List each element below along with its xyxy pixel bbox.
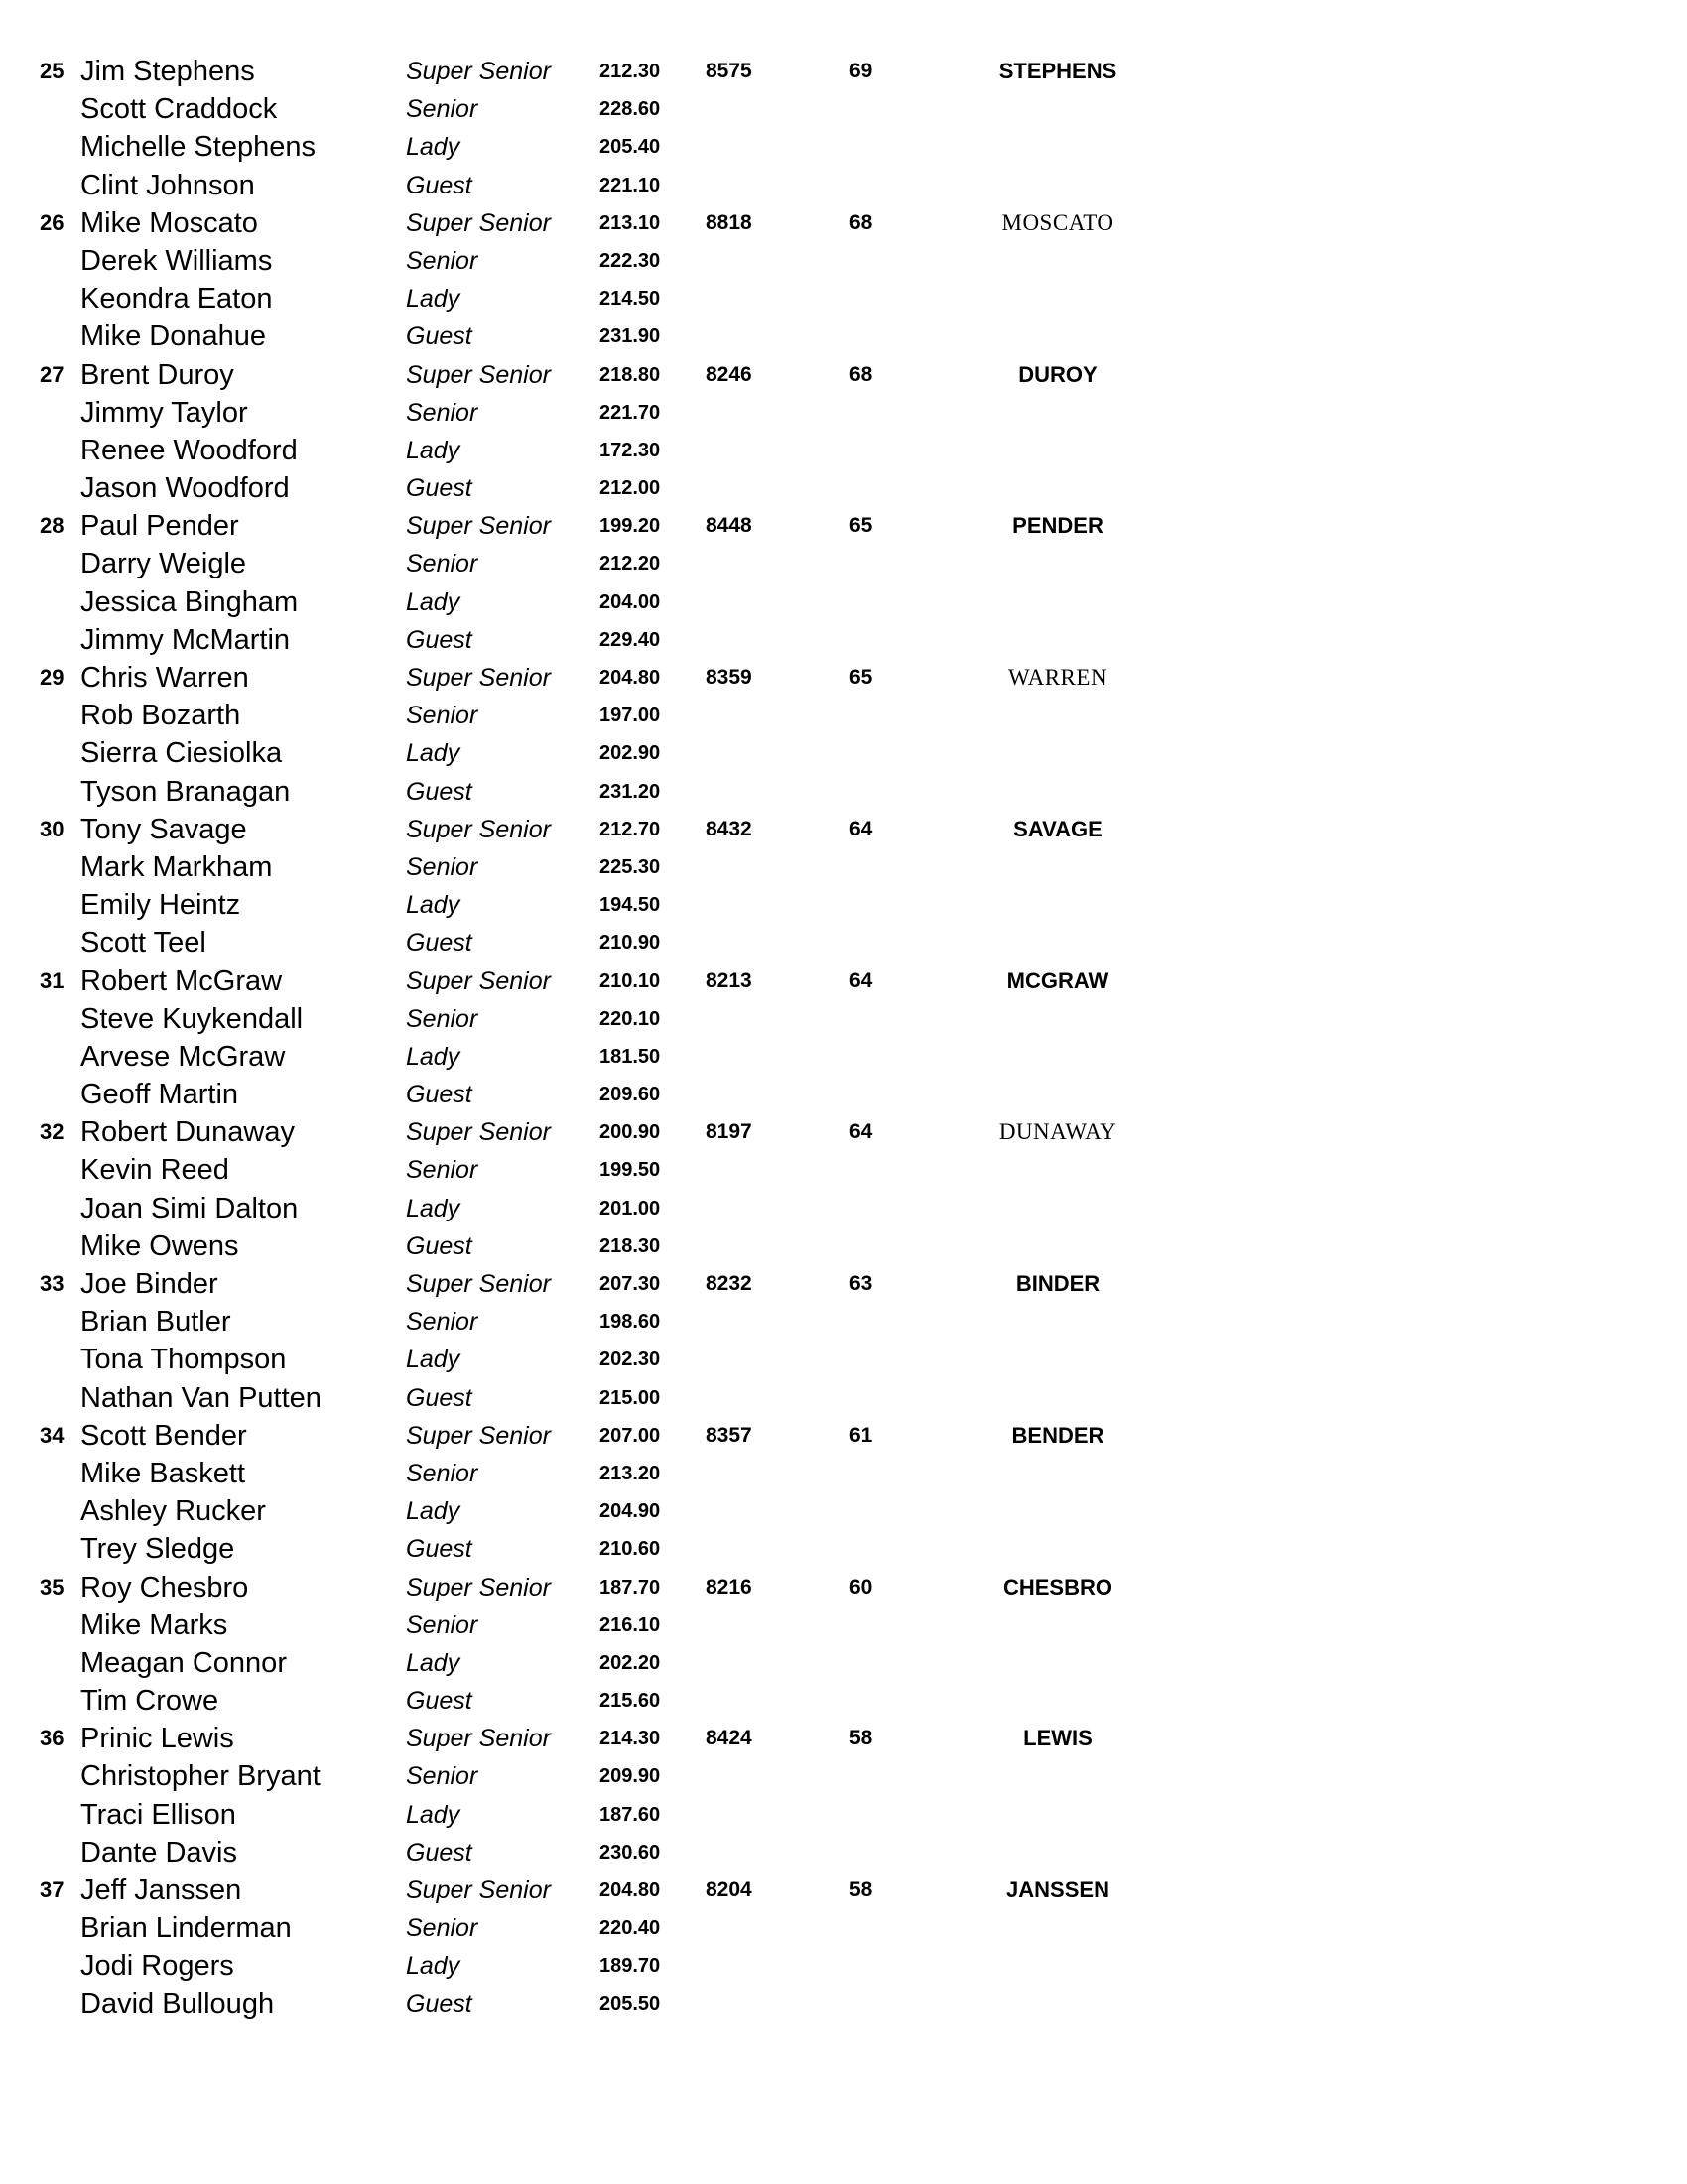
player-division: Guest — [406, 474, 472, 503]
team-name: WARREN — [1007, 665, 1108, 690]
team-group — [0, 811, 1687, 963]
team-total: 8232 — [706, 1272, 752, 1295]
player-score: 212.30 — [599, 61, 661, 82]
member-row — [0, 1644, 1687, 1682]
team-points: 68 — [849, 210, 873, 234]
player-name: Mike Baskett — [80, 1457, 245, 1489]
player-division: Super Senior — [406, 1118, 551, 1147]
player-name: Emily Heintz — [80, 889, 241, 922]
member-row — [0, 1227, 1687, 1265]
player-name: Brian Linderman — [80, 1912, 292, 1945]
member-row — [0, 583, 1687, 621]
player-score: 187.70 — [599, 1576, 661, 1599]
team-rank: 33 — [40, 1271, 65, 1296]
team-lead-row — [0, 507, 1687, 545]
member-row — [0, 697, 1687, 734]
team-name: PENDER — [1012, 513, 1103, 539]
team-group — [0, 1113, 1687, 1265]
player-division: Lady — [406, 1497, 460, 1526]
team-rank: 37 — [40, 1877, 65, 1902]
player-division: Senior — [406, 1914, 478, 1943]
team-lead-row — [0, 659, 1687, 697]
player-division: Guest — [406, 1838, 472, 1866]
member-row — [0, 621, 1687, 659]
team-points: 65 — [849, 666, 873, 689]
member-row — [0, 848, 1687, 886]
player-division: Senior — [406, 1762, 478, 1791]
member-row — [0, 1038, 1687, 1076]
player-name: Mark Markham — [80, 850, 273, 883]
team-lead-row — [0, 356, 1687, 394]
team-total: 8424 — [706, 1727, 752, 1750]
team-points: 58 — [849, 1727, 873, 1750]
team-lead-row — [0, 1417, 1687, 1455]
team-name: MOSCATO — [1001, 209, 1114, 235]
team-total: 8246 — [706, 362, 752, 386]
player-division: Guest — [406, 777, 472, 806]
player-division: Super Senior — [406, 815, 551, 843]
player-division: Senior — [406, 702, 478, 730]
player-name: Tona Thompson — [80, 1344, 287, 1376]
player-division: Super Senior — [406, 360, 551, 389]
player-division: Lady — [406, 587, 460, 616]
member-row — [0, 1341, 1687, 1378]
player-name: Paul Pender — [80, 510, 239, 543]
member-row — [0, 1986, 1687, 2023]
team-lead-row — [0, 204, 1687, 242]
member-row — [0, 167, 1687, 204]
player-division: Super Senior — [406, 1270, 551, 1298]
team-rank: 34 — [40, 1422, 65, 1448]
player-name: Sierra Ciesiolka — [80, 737, 283, 770]
member-row — [0, 1492, 1687, 1530]
team-total: 8359 — [706, 666, 752, 689]
player-name: Joan Simi Dalton — [80, 1192, 299, 1224]
player-score: 198.60 — [599, 1311, 661, 1334]
member-row — [0, 432, 1687, 469]
player-division: Super Senior — [406, 664, 551, 692]
member-row — [0, 1909, 1687, 1947]
team-rank: 28 — [40, 513, 65, 539]
player-score: 210.10 — [599, 969, 661, 992]
member-row — [0, 1834, 1687, 1871]
player-score: 204.80 — [599, 1879, 661, 1901]
player-score: 205.50 — [599, 1992, 661, 2015]
player-score: 200.90 — [599, 1121, 661, 1144]
player-name: Jeff Janssen — [80, 1874, 242, 1906]
player-division: Lady — [406, 436, 460, 464]
member-row — [0, 1757, 1687, 1795]
member-row — [0, 734, 1687, 772]
team-lead-row — [0, 1871, 1687, 1909]
team-name: LEWIS — [1023, 1726, 1093, 1751]
team-lead-row — [0, 963, 1687, 1000]
player-division: Senior — [406, 398, 478, 427]
team-lead-row — [0, 1569, 1687, 1606]
player-division: Guest — [406, 171, 472, 199]
player-name: Jim Stephens — [80, 56, 255, 87]
player-division: Super Senior — [406, 1725, 551, 1753]
player-score: 218.80 — [599, 363, 661, 386]
player-name: Christopher Bryant — [80, 1760, 321, 1793]
member-row — [0, 1000, 1687, 1038]
team-points: 63 — [849, 1272, 873, 1295]
member-row — [0, 280, 1687, 318]
team-total: 8575 — [706, 60, 752, 82]
member-row — [0, 1530, 1687, 1568]
member-row — [0, 1303, 1687, 1341]
player-score: 216.10 — [599, 1613, 661, 1636]
player-score: 209.60 — [599, 1084, 661, 1106]
player-name: Ashley Rucker — [80, 1495, 266, 1528]
team-total: 8213 — [706, 968, 752, 992]
player-score: 202.90 — [599, 742, 661, 765]
team-total: 8818 — [706, 210, 752, 234]
player-name: Scott Craddock — [80, 93, 278, 126]
player-score: 199.50 — [599, 1159, 661, 1182]
team-name: STEPHENS — [998, 59, 1117, 83]
player-name: Joe Binder — [80, 1268, 218, 1300]
player-score: 201.00 — [599, 1197, 661, 1220]
player-division: Guest — [406, 322, 472, 351]
player-name: Arvese McGraw — [80, 1040, 286, 1073]
player-name: Traci Ellison — [80, 1798, 236, 1831]
member-row — [0, 1796, 1687, 1834]
player-name: Derek Williams — [80, 244, 273, 277]
team-group — [0, 1569, 1687, 1721]
member-row — [0, 90, 1687, 128]
member-row — [0, 1190, 1687, 1227]
player-division: Super Senior — [406, 208, 551, 237]
player-score: 207.30 — [599, 1273, 661, 1295]
team-total: 8216 — [706, 1575, 752, 1599]
player-division: Senior — [406, 95, 478, 124]
player-score: 199.20 — [599, 515, 661, 538]
player-division: Senior — [406, 1156, 478, 1185]
player-score: 212.70 — [599, 818, 661, 840]
team-points: 69 — [849, 60, 873, 82]
player-division: Super Senior — [406, 58, 551, 85]
player-division: Senior — [406, 1459, 478, 1487]
team-lead-row — [0, 53, 1687, 90]
standings-table — [0, 53, 1687, 2023]
team-name: JANSSEN — [1006, 1877, 1109, 1902]
member-row — [0, 773, 1687, 811]
player-score: 210.60 — [599, 1538, 661, 1561]
player-name: Jason Woodford — [80, 472, 290, 505]
player-score: 213.20 — [599, 1462, 661, 1484]
player-name: Brian Butler — [80, 1306, 231, 1339]
player-name: Jodi Rogers — [80, 1950, 234, 1983]
player-division: Lady — [406, 1800, 460, 1829]
team-lead-row — [0, 1720, 1687, 1757]
player-score: 189.70 — [599, 1955, 661, 1978]
team-group — [0, 1871, 1687, 2023]
player-score: 221.70 — [599, 401, 661, 424]
player-name: Michelle Stephens — [80, 131, 316, 164]
player-division: Guest — [406, 1535, 472, 1564]
player-score: 214.50 — [599, 288, 661, 311]
team-total: 8204 — [706, 1878, 752, 1901]
player-division: Guest — [406, 1990, 472, 2018]
member-row — [0, 242, 1687, 280]
player-name: Tim Crowe — [80, 1685, 219, 1718]
player-score: 202.20 — [599, 1651, 661, 1674]
team-rank: 32 — [40, 1119, 65, 1145]
member-row — [0, 128, 1687, 166]
player-division: Lady — [406, 1648, 460, 1677]
player-division: Guest — [406, 1687, 472, 1716]
team-name: CHESBRO — [1002, 1574, 1112, 1600]
team-group — [0, 204, 1687, 356]
player-score: 213.10 — [599, 211, 661, 234]
player-division: Lady — [406, 1952, 460, 1981]
player-name: Trey Sledge — [80, 1533, 235, 1566]
player-score: 231.90 — [599, 325, 661, 348]
team-rank: 29 — [40, 665, 65, 690]
player-score: 207.00 — [599, 1424, 661, 1447]
player-score: 204.80 — [599, 667, 661, 689]
member-row — [0, 1151, 1687, 1189]
player-division: Senior — [406, 1610, 478, 1639]
player-score: 222.30 — [599, 249, 661, 272]
player-name: Rob Bozarth — [80, 700, 241, 732]
player-score: 221.10 — [599, 174, 661, 196]
team-name: BINDER — [1015, 1271, 1101, 1296]
player-score: 225.30 — [599, 855, 661, 878]
player-name: Prinic Lewis — [80, 1723, 234, 1755]
team-group — [0, 356, 1687, 508]
player-score: 204.90 — [599, 1500, 661, 1523]
player-score: 214.30 — [599, 1728, 661, 1750]
player-name: Tyson Branagan — [80, 775, 291, 808]
player-name: Dante Davis — [80, 1836, 237, 1868]
player-name: Mike Owens — [80, 1229, 239, 1262]
player-score: 205.40 — [599, 136, 661, 159]
player-name: Darry Weigle — [80, 548, 247, 580]
player-division: Super Senior — [406, 1421, 551, 1450]
player-name: Steve Kuykendall — [80, 1002, 304, 1035]
player-name: Robert Dunaway — [80, 1116, 295, 1149]
player-name: Brent Duroy — [80, 358, 234, 391]
team-points: 64 — [849, 968, 873, 992]
player-score: 215.60 — [599, 1690, 661, 1713]
player-score: 181.50 — [599, 1045, 661, 1068]
player-division: Lady — [406, 1194, 460, 1222]
player-name: Keondra Eaton — [80, 283, 273, 316]
member-row — [0, 924, 1687, 962]
player-score: 230.60 — [599, 1841, 661, 1863]
player-name: Jessica Bingham — [80, 585, 299, 618]
member-row — [0, 394, 1687, 432]
player-score: 215.00 — [599, 1386, 661, 1409]
player-name: Roy Chesbro — [80, 1571, 249, 1604]
team-lead-row — [0, 811, 1687, 848]
team-rank: 31 — [40, 967, 65, 993]
team-rank: 25 — [40, 59, 65, 83]
player-name: Geoff Martin — [80, 1079, 239, 1111]
player-score: 197.00 — [599, 705, 661, 727]
player-score: 194.50 — [599, 894, 661, 917]
player-name: Chris Warren — [80, 662, 249, 694]
player-score: 228.60 — [599, 98, 661, 121]
member-row — [0, 1379, 1687, 1417]
player-division: Senior — [406, 852, 478, 881]
team-lead-row — [0, 1113, 1687, 1151]
player-name: Jimmy Taylor — [80, 396, 248, 429]
player-score: 231.20 — [599, 780, 661, 803]
player-name: Mike Donahue — [80, 321, 266, 353]
player-score: 212.00 — [599, 477, 661, 500]
team-group — [0, 963, 1687, 1114]
team-points: 61 — [849, 1423, 873, 1447]
player-division: Lady — [406, 133, 460, 162]
player-score: 212.20 — [599, 553, 661, 576]
member-row — [0, 318, 1687, 355]
team-name: DUNAWAY — [998, 1119, 1117, 1145]
member-row — [0, 886, 1687, 924]
player-name: Robert McGraw — [80, 964, 283, 997]
player-division: Super Senior — [406, 966, 551, 995]
team-total: 8197 — [706, 1120, 752, 1144]
player-score: 187.60 — [599, 1803, 661, 1826]
player-division: Lady — [406, 891, 460, 920]
player-score: 204.00 — [599, 590, 661, 613]
team-name: SAVAGE — [1013, 816, 1103, 841]
player-name: Mike Moscato — [80, 206, 258, 239]
team-rank: 30 — [40, 816, 65, 841]
player-division: Guest — [406, 625, 472, 654]
player-division: Guest — [406, 1231, 472, 1260]
player-name: Scott Bender — [80, 1419, 247, 1452]
player-division: Guest — [406, 1383, 472, 1412]
player-division: Super Senior — [406, 1876, 551, 1904]
team-points: 68 — [849, 362, 873, 386]
team-points: 60 — [849, 1575, 873, 1599]
player-division: Lady — [406, 1346, 460, 1374]
team-name: DUROY — [1018, 361, 1098, 387]
player-name: Clint Johnson — [80, 169, 255, 201]
player-name: Jimmy McMartin — [80, 623, 291, 656]
player-division: Senior — [406, 550, 478, 578]
team-rank: 36 — [40, 1726, 65, 1751]
player-score: 210.90 — [599, 932, 661, 955]
player-division: Super Senior — [406, 1573, 551, 1602]
player-name: David Bullough — [80, 1988, 275, 2020]
member-row — [0, 1947, 1687, 1985]
member-row — [0, 1076, 1687, 1113]
player-division: Lady — [406, 1042, 460, 1071]
team-points: 64 — [849, 817, 873, 840]
member-row — [0, 1682, 1687, 1720]
team-points: 65 — [849, 514, 873, 538]
player-name: Renee Woodford — [80, 434, 298, 466]
member-row — [0, 1606, 1687, 1644]
team-rank: 26 — [40, 209, 65, 235]
player-name: Nathan Van Putten — [80, 1381, 322, 1414]
player-division: Senior — [406, 246, 478, 275]
team-group — [0, 1417, 1687, 1569]
member-row — [0, 1455, 1687, 1492]
player-score: 172.30 — [599, 439, 661, 461]
player-division: Senior — [406, 1308, 478, 1337]
team-rank: 35 — [40, 1574, 65, 1600]
team-group — [0, 507, 1687, 659]
team-group — [0, 53, 1687, 204]
player-name: Meagan Connor — [80, 1646, 287, 1679]
team-total: 8432 — [706, 817, 752, 840]
player-name: Tony Savage — [80, 813, 247, 845]
player-score: 229.40 — [599, 628, 661, 651]
team-lead-row — [0, 1265, 1687, 1303]
player-score: 220.40 — [599, 1917, 661, 1940]
player-division: Super Senior — [406, 512, 551, 541]
member-row — [0, 469, 1687, 507]
player-division: Lady — [406, 739, 460, 768]
team-group — [0, 1265, 1687, 1417]
player-division: Guest — [406, 1081, 472, 1109]
player-division: Lady — [406, 285, 460, 314]
team-group — [0, 659, 1687, 811]
player-division: Guest — [406, 929, 472, 958]
team-group — [0, 1720, 1687, 1871]
team-rank: 27 — [40, 361, 65, 387]
player-name: Kevin Reed — [80, 1154, 229, 1187]
player-score: 202.30 — [599, 1349, 661, 1371]
player-name: Mike Marks — [80, 1608, 228, 1641]
team-total: 8448 — [706, 514, 752, 538]
player-score: 209.90 — [599, 1765, 661, 1788]
team-name: MCGRAW — [1006, 967, 1109, 993]
player-division: Senior — [406, 1004, 478, 1033]
team-points: 58 — [849, 1878, 873, 1901]
team-points: 64 — [849, 1120, 873, 1144]
team-total: 8357 — [706, 1423, 752, 1447]
player-name: Scott Teel — [80, 927, 206, 960]
team-name: BENDER — [1011, 1422, 1104, 1448]
player-score: 218.30 — [599, 1234, 661, 1257]
member-row — [0, 545, 1687, 582]
player-score: 220.10 — [599, 1007, 661, 1030]
